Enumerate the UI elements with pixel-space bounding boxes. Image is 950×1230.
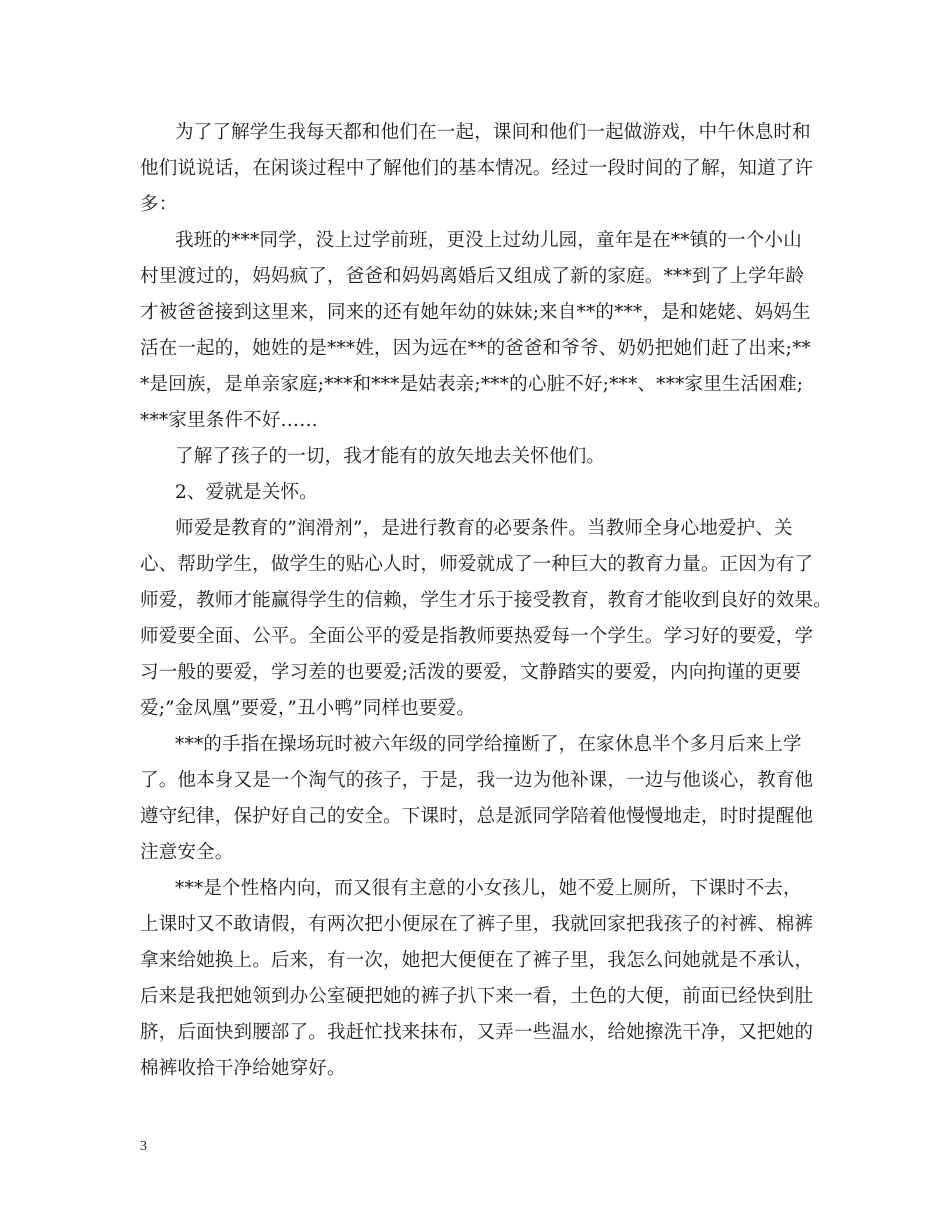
text-line: 棉裤收拾干净给她穿好。 [140, 1058, 346, 1079]
text-line: ***的手指在操场玩时被六年级的同学给撞断了，在家休息半个多月后来上学 [175, 734, 802, 755]
text-line: 村里渡过的，妈妈疯了，爸爸和妈妈离婚后又组成了新的家庭。***到了上学年龄 [140, 266, 805, 287]
text-line: 注意安全。 [140, 842, 234, 863]
text-line: ***是个性格内向，而又很有主意的小女孩儿，她不爱上厕所，下课时不去， [175, 878, 802, 899]
text-line: 才被爸爸接到这里来，同来的还有她年幼的妹妹;来自**的***，是和姥姥、妈妈生 [140, 302, 811, 323]
text-line: 多： [140, 194, 178, 215]
section-heading: 2、爱就是关怀。 [175, 482, 318, 503]
text-line: 心、帮助学生，做学生的贴心人时，师爱就成了一种巨大的教育力量。正因为有了 [140, 554, 814, 575]
text-line: ***家里条件不好…… [140, 410, 318, 431]
text-line: 我班的***同学，没上过学前班，更没上过幼儿园，童年是在**镇的一个小山 [175, 230, 802, 251]
page-number: 3 [140, 1139, 147, 1154]
text-line: 师爱，教师才能赢得学生的信赖，学生才乐于接受教育，教育才能收到良好的效果。 [140, 590, 832, 611]
text-line: 遵守纪律，保护好自己的安全。下课时，总是派同学陪着他慢慢地走，时时提醒他 [140, 806, 814, 827]
text-line: *是回族，是单亲家庭;***和***是姑表亲;***的心脏不好;***、***家里生活困难; [140, 374, 804, 395]
text-line: 了解了孩子的一切，我才能有的放矢地去关怀他们。 [175, 446, 606, 467]
text-line: 了。他本身又是一个淘气的孩子，于是，我一边为他补课，一边与他谈心，教育他 [140, 770, 814, 791]
text-line: 后来是我把她领到办公室硬把她的裤子扒下来一看，土色的大便，前面已经快到肚 [140, 986, 814, 1007]
text-line: 活在一起的，她姓的是***姓，因为远在**的爸爸和爷爷、奶奶把她们赶了出来;** [140, 338, 811, 359]
text-line: 师爱是教育的”润滑剂”，是进行教育的必要条件。当教师全身心地爱护、关 [175, 518, 793, 539]
text-line: 习一般的要爱，学习差的也要爱;活泼的要爱，文静踏实的要爱，内向拘谨的更要 [140, 662, 801, 683]
text-line: 上课时又不敢请假，有两次把小便尿在了裤子里，我就回家把我孩子的衬裤、棉裤 [140, 914, 814, 935]
text-line: 师爱要全面、公平。全面公平的爱是指教师要热爱每一个学生。学习好的要爱，学 [140, 626, 814, 647]
text-line: 爱;”金凤凰”要爱，”丑小鸭”同样也要爱。 [140, 698, 476, 719]
text-line: 他们说说话，在闲谈过程中了解他们的基本情况。经过一段时间的了解，知道了许 [140, 158, 814, 179]
text-line: 脐，后面快到腰部了。我赶忙找来抹布，又弄一些温水，给她擦洗干净，又把她的 [140, 1022, 814, 1043]
text-line: 拿来给她换上。后来，有一次，她把大便便在了裤子里，我怎么问她就是不承认， [140, 950, 814, 971]
text-line: 为了了解学生我每天都和他们在一起，课间和他们一起做游戏，中午休息时和 [175, 122, 811, 143]
